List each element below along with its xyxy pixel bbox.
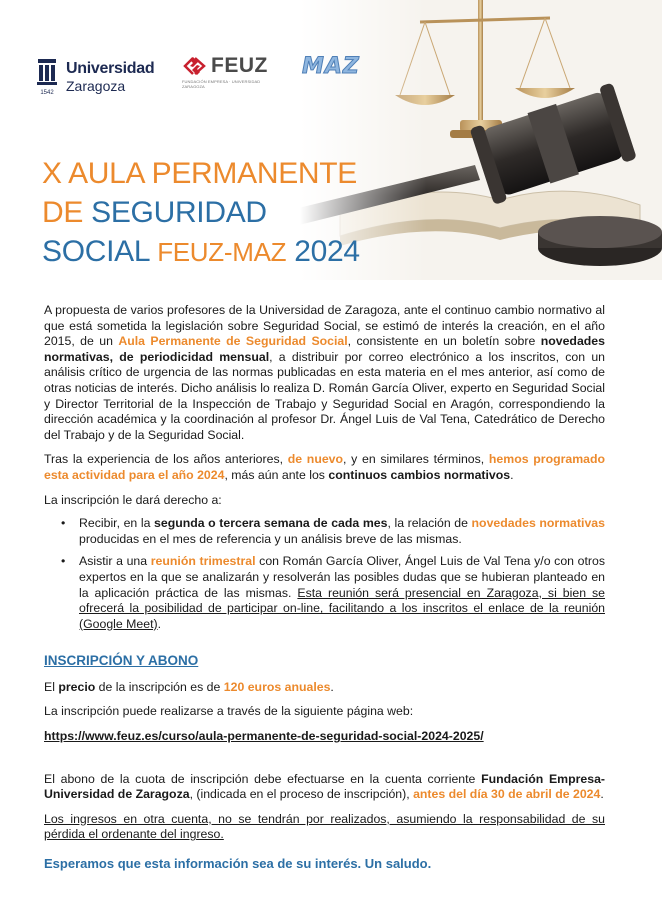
benefits-list: [44, 516, 605, 632]
registration-link[interactable]: https://www.feuz.es/curso/aula-permanente-de-seguridad-social-2024-2025/: [44, 729, 484, 744]
title-word-social: SOCIAL: [42, 235, 150, 268]
payment-paragraph: El abono de la cuota de inscripción debe efectuarse en la cuenta corriente Fundación Empresa-Universidad de Zaragoza, (indicada en el proceso de inscripción), antes del día 30 de abril de 2024.: [44, 771, 605, 802]
title-word-de: DE: [42, 196, 84, 229]
title-word-seguridad: SEGURIDAD: [91, 196, 267, 229]
university-city: Zaragoza: [66, 78, 126, 94]
university-year: 1542: [40, 90, 54, 96]
title-line-1: X AULA PERMANENTE: [42, 157, 357, 190]
web-instructions: La inscripción puede realizarse a través de la siguiente página web:: [44, 704, 414, 719]
university-logo: [36, 57, 154, 97]
closing-message: Esperamos que esta información sea de su interés. Un saludo.: [44, 856, 432, 872]
university-name: Universidad: [66, 60, 155, 77]
maz-logo: MAZ: [302, 54, 360, 79]
feuz-logo: [182, 54, 268, 89]
feuz-name: FEUZ: [211, 54, 268, 77]
list-item: • Recibir, en la segunda o tercera semana de cada mes, la relación de novedades normativas producidas en el mes de referencia y un análisis breve de las mismas.: [44, 516, 605, 547]
registration-heading: INSCRIPCIÓN Y ABONO: [44, 653, 199, 669]
title-word-feuz-maz: FEUZ-MAZ: [157, 237, 287, 267]
rights-intro: La inscripción le dará derecho a:: [44, 492, 222, 507]
payment-warning: Los ingresos en otra cuenta, no se tendrán por realizados, asumiendo la responsabilidad de su pérdida el ordenante del ingreso.: [44, 811, 605, 842]
feuz-subtitle: FUNDACIÓN EMPRESA · UNIVERSIDAD ZARAGOZA: [182, 79, 261, 89]
university-crest-icon: [36, 57, 58, 97]
price-line: El precio de la inscripción es de 120 euros anuales.: [44, 679, 334, 694]
page-title: [42, 154, 360, 272]
logo-bar: [36, 52, 360, 102]
list-item: • Asistir a una reunión trimestral con Román García Oliver, Ángel Luis de Val Tena y/o con otros expertos en la que se analizarán y resolverán las posibles dudas que se hubieran planteado en la aplicación práctica de las mismas. Esta reunión será presencial en Zaragoza, si bien se ofrecerá la posibilidad de participar on-line, facilitando a los inscritos el enlace de la reunión (Google Meet).: [44, 554, 605, 632]
title-year: 2024: [294, 235, 360, 268]
feuz-diamond-icon: [182, 55, 208, 77]
document-body: [44, 303, 605, 872]
registration-link-row: [44, 729, 605, 745]
hero-banner: [0, 0, 662, 280]
continuation-paragraph: Tras la experiencia de los años anteriores, de nuevo, y en similares términos, hemos programado esta actividad para el año 2024, más aún ante los continuos cambios normativos.: [44, 452, 606, 482]
intro-paragraph: A propuesta de varios profesores de la Universidad de Zaragoza, ante el continuo cambio normativo al que está sometida la legislación sobre Seguridad Social, se estimó de interés la creación, en el año 2015, de un Aula Permanente de Seguridad Social, consistente en un boletín sobre novedades normativas, de periodicidad mensual, a distribuir por correo electrónico a los inscritos, con un análisis crítico de urgencia de las normas publicadas en esta materia en el mes anterior, así como de otras noticias de interés. Dicho análisis lo realiza D. Román García Oliver, experto en Seguridad Social y Director Territorial de la Inspección de Trabajo y Seguridad Social en Aragón, correspondiendo la dirección académica y la coordinación al profesor Dr. Ángel Luis de Val Tena, Catedrático de Derecho del Trabajo y de la Seguridad Social.: [44, 303, 606, 442]
